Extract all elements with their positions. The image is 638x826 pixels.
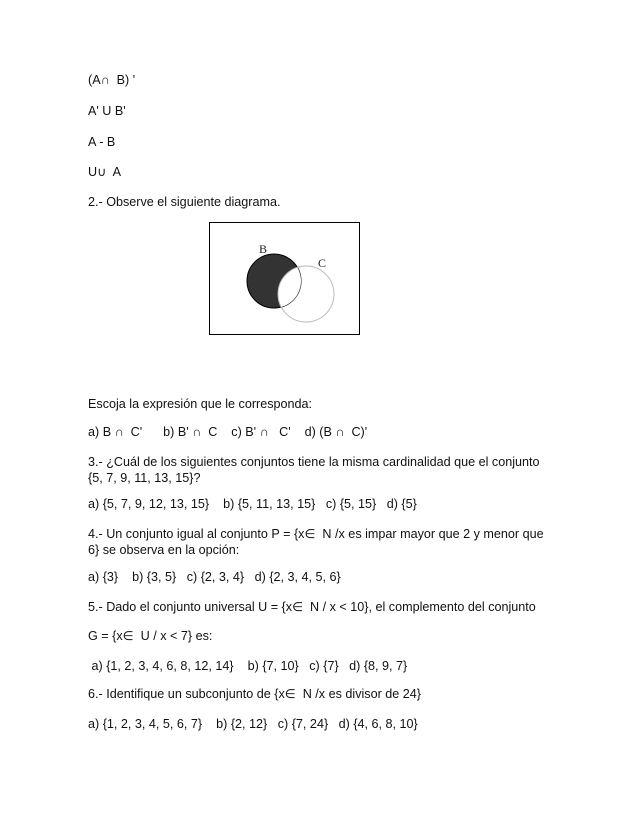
label-b: B — [259, 242, 268, 256]
question-4-line-1: 4.- Un conjunto igual al conjunto P = {x∈ N /x es impar mayor que 2 y menor que — [88, 527, 544, 541]
question-4-options: a) {3} b) {3, 5} c) {2, 3, 4} d) {2, 3, 4, 5, 6} — [88, 570, 341, 584]
question-6-options: a) {1, 2, 3, 4, 5, 6, 7} b) {2, 12} c) {7, 24} d) {4, 6, 8, 10} — [88, 717, 418, 731]
option-line-1: (A∩ B) ' — [88, 73, 136, 87]
option-line-2: A' U B' — [88, 104, 126, 118]
question-2-options: a) B ∩ C' b) B' ∩ C c) B' ∩ C' d) (B ∩ C)' — [88, 425, 368, 439]
question-2-heading: 2.- Observe el siguiente diagrama. — [88, 195, 281, 209]
option-line-3: A - B — [88, 135, 116, 149]
venn-svg — [210, 223, 359, 334]
question-5-line-2: G = {x∈ U / x < 7} es: — [88, 629, 213, 643]
venn-diagram — [209, 222, 360, 335]
option-line-4: U∪ A — [88, 165, 122, 179]
question-3-line-2: {5, 7, 9, 11, 13, 15}? — [88, 471, 201, 485]
instruction-text: Escoja la expresión que le corresponda: — [88, 397, 313, 411]
question-3-options: a) {5, 7, 9, 12, 13, 15} b) {5, 11, 13, 15} c) {5, 15} d) {5} — [88, 497, 417, 511]
label-c: C — [318, 256, 327, 270]
question-5-options: a) {1, 2, 3, 4, 6, 8, 12, 14} b) {7, 10} c) {7} d) {8, 9, 7} — [88, 659, 408, 673]
question-6-line-1: 6.- Identifique un subconjunto de {x∈ N /x es divisor de 24} — [88, 687, 422, 701]
question-5-line-1: 5.- Dado el conjunto universal U = {x∈ N / x < 10}, el complemento del conjunto — [88, 600, 536, 614]
question-4-line-2: 6} se observa en la opción: — [88, 543, 240, 557]
question-3-line-1: 3.- ¿Cuál de los siguientes conjuntos tiene la misma cardinalidad que el conjunto — [88, 455, 540, 469]
